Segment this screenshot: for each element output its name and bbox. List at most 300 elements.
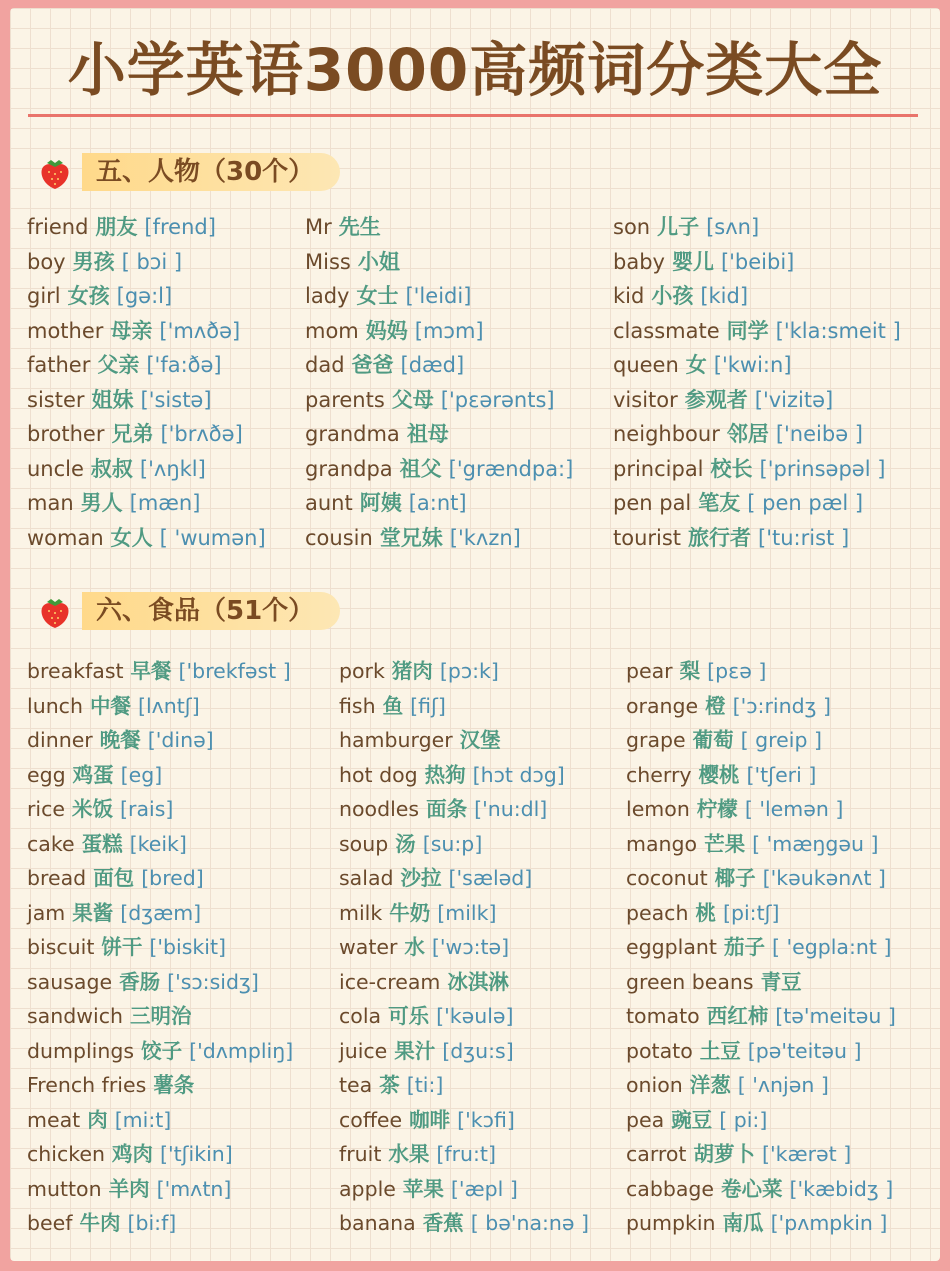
phonetic: [dʒæm] — [120, 900, 202, 925]
chinese-meaning: 面条 — [426, 797, 468, 821]
phonetic: [ pi:] — [719, 1107, 768, 1132]
english-word: hamburger — [339, 728, 453, 752]
phonetic: [su:p] — [422, 831, 483, 856]
word-entry — [339, 1137, 589, 1172]
chinese-meaning: 苹果 — [402, 1176, 444, 1201]
phonetic: ['kʌzn] — [449, 525, 521, 550]
word-entry — [305, 521, 573, 556]
word-entry — [626, 965, 896, 1000]
word-entry — [305, 417, 573, 452]
phonetic: [ 'mæŋgəu ] — [752, 831, 879, 856]
english-word: noodles — [339, 797, 420, 821]
word-entry — [626, 689, 896, 724]
phonetic: ['beibi] — [720, 249, 795, 274]
english-word: sausage — [27, 969, 113, 994]
word-entry — [27, 383, 266, 418]
phonetic: ['dinə] — [147, 728, 214, 752]
chinese-meaning: 沙拉 — [400, 866, 442, 890]
phonetic: [ti:] — [406, 1073, 444, 1097]
chinese-meaning: 水 — [404, 935, 425, 959]
english-word: parents — [305, 387, 385, 412]
word-entry — [339, 758, 589, 793]
phonetic: ['grændpa:] — [448, 456, 574, 481]
phonetic: [ 'ʌnjən ] — [737, 1073, 829, 1097]
word-entry — [27, 279, 266, 314]
chinese-meaning: 邻居 — [726, 421, 769, 446]
chinese-meaning: 冰淇淋 — [447, 969, 509, 994]
word-entry — [27, 1034, 293, 1069]
phonetic: [gə:l] — [116, 284, 173, 308]
chinese-meaning: 桃 — [695, 900, 716, 925]
section-title: 五、人物（30个） — [82, 153, 340, 191]
chinese-meaning: 面包 — [93, 866, 135, 890]
english-word: man — [27, 491, 74, 515]
phonetic: [hɔt dɔg] — [472, 762, 565, 787]
chinese-meaning: 妈妈 — [365, 317, 408, 343]
phonetic: [keik] — [129, 831, 187, 856]
chinese-meaning: 父母 — [391, 386, 434, 412]
phonetic: [milk] — [437, 900, 497, 925]
word-entry — [27, 965, 293, 1000]
phonetic: ['brʌðə] — [160, 422, 243, 446]
english-word: cherry — [626, 762, 692, 787]
word-entry — [613, 383, 901, 418]
english-word: mutton — [27, 1176, 102, 1201]
chinese-meaning: 果酱 — [72, 900, 114, 925]
word-entry — [339, 861, 589, 896]
english-word: egg — [27, 762, 66, 787]
word-entry — [27, 452, 266, 487]
chinese-meaning: 鸡肉 — [111, 1142, 153, 1166]
phonetic: ['neibə ] — [775, 422, 863, 446]
phonetic: [pɔ:k] — [439, 659, 499, 683]
word-entry — [27, 245, 266, 280]
english-word: grape — [626, 728, 686, 752]
phonetic: [ 'lemən ] — [744, 797, 844, 821]
english-word: brother — [27, 422, 105, 446]
english-word: green beans — [626, 969, 754, 994]
chinese-meaning: 米饭 — [72, 797, 114, 821]
word-entry — [339, 1068, 589, 1103]
word-entry — [27, 521, 266, 556]
chinese-meaning: 汉堡 — [459, 728, 501, 752]
word-entry — [626, 654, 896, 689]
word-column — [339, 654, 589, 1241]
chinese-meaning: 茶 — [379, 1073, 400, 1097]
chinese-meaning: 茄子 — [723, 935, 765, 959]
english-word: eggplant — [626, 935, 717, 959]
phonetic: [ 'wumən] — [159, 525, 266, 550]
english-word: Miss — [305, 249, 351, 274]
chinese-meaning: 姐妹 — [91, 386, 134, 412]
english-word: peach — [626, 900, 689, 925]
phonetic: ['pεərənts] — [440, 387, 555, 412]
chinese-meaning: 鱼 — [382, 693, 404, 718]
chinese-meaning: 先生 — [338, 214, 381, 239]
phonetic: [dʒu:s] — [442, 1038, 514, 1063]
word-entry — [27, 758, 293, 793]
word-entry — [613, 521, 901, 556]
english-word: fruit — [339, 1142, 382, 1166]
phonetic: ['tʃikin] — [159, 1142, 233, 1166]
strawberry-icon — [38, 155, 72, 191]
section-title: 六、食品（51个） — [82, 592, 340, 630]
english-word: cabbage — [626, 1176, 715, 1201]
chinese-meaning: 汤 — [395, 831, 416, 856]
english-word: apple — [339, 1176, 396, 1201]
chinese-meaning: 兄弟 — [111, 421, 154, 446]
chinese-meaning: 旅行者 — [688, 524, 752, 550]
word-entry — [626, 1137, 896, 1172]
english-word: dad — [305, 353, 345, 377]
chinese-meaning: 豌豆 — [671, 1107, 713, 1132]
word-sheet — [10, 8, 940, 1261]
english-word: mango — [626, 831, 698, 856]
english-word: dinner — [27, 728, 93, 752]
phonetic: ['kɔfi] — [457, 1107, 515, 1132]
english-word: cousin — [305, 525, 373, 550]
chinese-meaning: 香肠 — [119, 969, 161, 994]
english-word: tea — [339, 1073, 373, 1097]
word-entry — [339, 792, 589, 827]
chinese-meaning: 椰子 — [714, 866, 756, 890]
word-column — [626, 654, 896, 1241]
chinese-meaning: 葡萄 — [692, 728, 734, 752]
word-entry — [613, 417, 901, 452]
phonetic: ['kəulə] — [436, 1004, 514, 1028]
english-word: principal — [613, 456, 704, 481]
chinese-meaning: 母亲 — [110, 317, 153, 343]
word-entry — [613, 348, 901, 383]
word-entry — [339, 965, 589, 1000]
phonetic: [bred] — [141, 866, 204, 890]
word-entry — [626, 1172, 896, 1207]
english-word: water — [339, 935, 398, 959]
phonetic: ['leidi] — [405, 284, 472, 308]
english-word: kid — [613, 284, 645, 308]
english-word: soup — [339, 831, 389, 856]
english-word: lunch — [27, 693, 83, 718]
phonetic: ['brekfəst ] — [178, 659, 291, 683]
english-word: ice-cream — [339, 969, 441, 994]
word-entry — [27, 1103, 293, 1138]
chinese-meaning: 牛奶 — [389, 900, 431, 925]
chinese-meaning: 羊肉 — [108, 1176, 150, 1201]
chinese-meaning: 青豆 — [760, 969, 802, 994]
phonetic: [tə'meitəu ] — [775, 1004, 896, 1028]
chinese-meaning: 中餐 — [89, 693, 131, 718]
chinese-meaning: 女士 — [356, 283, 399, 308]
chinese-meaning: 肉 — [87, 1107, 108, 1132]
chinese-meaning: 祖母 — [406, 421, 449, 446]
word-entry — [27, 348, 266, 383]
word-entry — [339, 930, 589, 965]
word-entry — [626, 792, 896, 827]
word-column — [613, 210, 901, 555]
english-word: beef — [27, 1211, 73, 1235]
word-entry — [626, 723, 896, 758]
word-entry — [305, 314, 573, 349]
page-title: 小学英语3000高频词分类大全 — [67, 36, 883, 104]
word-entry — [305, 383, 573, 418]
phonetic: ['vizitə] — [754, 387, 834, 412]
word-entry — [27, 689, 293, 724]
word-entry — [626, 1034, 896, 1069]
english-word: Mr — [305, 215, 332, 239]
word-entry — [339, 827, 589, 862]
english-word: dumplings — [27, 1038, 135, 1063]
phonetic: ['pʌmpkin ] — [770, 1211, 888, 1235]
phonetic: [ bɔi ] — [121, 249, 183, 274]
english-word: son — [613, 215, 651, 239]
chinese-meaning: 阿姨 — [359, 490, 402, 515]
english-word: juice — [339, 1038, 388, 1063]
word-entry — [27, 417, 266, 452]
english-word: woman — [27, 525, 104, 550]
phonetic: ['mʌtn] — [156, 1176, 232, 1201]
word-entry — [27, 1206, 293, 1241]
english-word: cola — [339, 1004, 382, 1028]
chinese-meaning: 咖啡 — [409, 1107, 451, 1132]
word-entry — [305, 210, 573, 245]
phonetic: ['æpl ] — [450, 1176, 518, 1201]
chinese-meaning: 晚餐 — [99, 728, 141, 752]
word-entry — [305, 452, 573, 487]
chinese-meaning: 胡萝卜 — [693, 1142, 755, 1166]
chinese-meaning: 祖父 — [399, 455, 442, 481]
phonetic: [bi:f] — [127, 1211, 177, 1235]
word-entry — [27, 861, 293, 896]
english-word: coffee — [339, 1107, 403, 1132]
chinese-meaning: 女人 — [110, 524, 153, 550]
english-word: classmate — [613, 318, 720, 343]
phonetic: ['nu:dl] — [474, 797, 548, 821]
chinese-meaning: 女孩 — [67, 283, 110, 308]
chinese-meaning: 男孩 — [72, 248, 115, 274]
phonetic: [dæd] — [400, 353, 465, 377]
english-word: meat — [27, 1107, 81, 1132]
word-entry — [626, 758, 896, 793]
word-entry — [626, 861, 896, 896]
chinese-meaning: 爸爸 — [351, 352, 394, 377]
english-word: father — [27, 353, 91, 377]
english-word: sandwich — [27, 1004, 123, 1028]
word-entry — [305, 348, 573, 383]
chinese-meaning: 笔友 — [698, 490, 741, 515]
phonetic: ['kærət ] — [761, 1142, 852, 1166]
english-word: bread — [27, 866, 87, 890]
chinese-meaning: 女 — [685, 352, 707, 377]
phonetic: ['dʌmpliŋ] — [189, 1038, 294, 1063]
english-word: neighbour — [613, 422, 720, 446]
strawberry-icon — [38, 594, 72, 630]
chinese-meaning: 饺子 — [141, 1038, 183, 1063]
phonetic: ['fa:ðə] — [146, 353, 222, 377]
chinese-meaning: 洋葱 — [689, 1073, 731, 1097]
english-word: pork — [339, 659, 385, 683]
phonetic: [mɔm] — [414, 318, 484, 343]
chinese-meaning: 土豆 — [699, 1038, 741, 1063]
word-entry — [27, 930, 293, 965]
chinese-meaning: 校长 — [710, 455, 753, 481]
chinese-meaning: 小孩 — [651, 283, 694, 308]
phonetic: ['kla:smeit ] — [775, 318, 901, 343]
chinese-meaning: 鸡蛋 — [72, 762, 114, 787]
chinese-meaning: 朋友 — [95, 214, 138, 239]
phonetic: [ 'egpla:nt ] — [771, 935, 892, 959]
english-word: cake — [27, 831, 75, 856]
phonetic: [ pen pæl ] — [747, 491, 864, 515]
english-word: French fries — [27, 1073, 147, 1097]
chinese-meaning: 堂兄妹 — [379, 524, 443, 550]
word-entry — [339, 1034, 589, 1069]
phonetic: [a:nt] — [408, 491, 467, 515]
word-entry — [339, 1206, 589, 1241]
phonetic: [pi:tʃ] — [722, 900, 780, 925]
word-entry — [27, 723, 293, 758]
word-entry — [613, 245, 901, 280]
phonetic: ['ʌŋkl] — [139, 456, 206, 481]
phonetic: ['biskit] — [149, 935, 227, 959]
phonetic: ['mʌðə] — [159, 318, 241, 343]
phonetic: [kid] — [700, 284, 749, 308]
word-entry — [339, 999, 589, 1034]
phonetic: ['tʃeri ] — [746, 762, 817, 787]
word-entry — [27, 827, 293, 862]
english-word: baby — [613, 249, 665, 274]
word-entry — [27, 1172, 293, 1207]
phonetic: [sʌn] — [706, 215, 760, 239]
word-entry — [613, 486, 901, 521]
word-entry — [626, 896, 896, 931]
english-word: fish — [339, 693, 376, 718]
word-entry — [339, 654, 589, 689]
english-word: banana — [339, 1211, 416, 1235]
word-entry — [339, 896, 589, 931]
chinese-meaning: 热狗 — [424, 762, 466, 787]
english-word: girl — [27, 284, 61, 308]
word-entry — [27, 896, 293, 931]
word-column — [27, 210, 266, 555]
word-entry — [305, 486, 573, 521]
phonetic: [rais] — [120, 797, 174, 821]
english-word: tourist — [613, 525, 682, 550]
chinese-meaning: 父亲 — [97, 352, 140, 377]
chinese-meaning: 婴儿 — [671, 248, 714, 274]
chinese-meaning: 早餐 — [130, 659, 172, 683]
phonetic: ['kwi:n] — [713, 353, 792, 377]
phonetic: ['sistə] — [140, 387, 212, 412]
word-column — [305, 210, 573, 555]
word-entry — [339, 1172, 589, 1207]
word-entry — [27, 1068, 293, 1103]
chinese-meaning: 叔叔 — [90, 455, 133, 481]
english-word: aunt — [305, 491, 353, 515]
chinese-meaning: 西红柿 — [706, 1004, 769, 1028]
english-word: breakfast — [27, 659, 124, 683]
phonetic: [ bə'na:nə ] — [470, 1211, 590, 1235]
english-word: chicken — [27, 1142, 105, 1166]
phonetic: ['kəukənʌt ] — [762, 866, 886, 890]
chinese-meaning: 柠檬 — [696, 797, 738, 821]
word-entry — [27, 999, 293, 1034]
word-entry — [27, 486, 266, 521]
english-word: queen — [613, 353, 679, 377]
chinese-meaning: 橙 — [705, 693, 726, 718]
chinese-meaning: 可乐 — [388, 1004, 430, 1028]
english-word: hot dog — [339, 762, 418, 787]
english-word: tomato — [626, 1004, 700, 1028]
chinese-meaning: 南瓜 — [722, 1211, 764, 1235]
english-word: grandma — [305, 422, 400, 446]
word-entry — [613, 314, 901, 349]
word-column — [27, 654, 293, 1241]
word-entry — [305, 245, 573, 280]
chinese-meaning: 牛肉 — [79, 1211, 121, 1235]
chinese-meaning: 薯条 — [153, 1073, 195, 1097]
chinese-meaning: 芒果 — [704, 831, 746, 856]
word-entry — [626, 999, 896, 1034]
word-entry — [27, 314, 266, 349]
english-word: salad — [339, 866, 394, 890]
chinese-meaning: 猪肉 — [391, 659, 433, 683]
english-word: visitor — [613, 387, 678, 412]
word-entry — [27, 1137, 293, 1172]
phonetic: [pεə ] — [707, 659, 767, 683]
english-word: orange — [626, 693, 699, 718]
chinese-meaning: 樱桃 — [698, 762, 740, 787]
chinese-meaning: 果汁 — [394, 1038, 436, 1063]
english-word: lemon — [626, 797, 690, 821]
word-entry — [27, 210, 266, 245]
chinese-meaning: 卷心菜 — [721, 1176, 783, 1201]
phonetic: ['sɔ:sidʒ] — [167, 969, 259, 994]
chinese-meaning: 水果 — [388, 1142, 430, 1166]
chinese-meaning: 香蕉 — [422, 1211, 464, 1235]
phonetic: [fru:t] — [436, 1142, 496, 1166]
english-word: jam — [27, 900, 66, 925]
chinese-meaning: 同学 — [726, 317, 769, 343]
phonetic: ['tu:rist ] — [758, 525, 850, 550]
word-entry — [626, 1103, 896, 1138]
word-entry — [613, 452, 901, 487]
chinese-meaning: 参观者 — [684, 386, 748, 412]
phonetic: [pə'teitəu ] — [747, 1038, 862, 1063]
chinese-meaning: 小姐 — [357, 248, 400, 274]
word-entry — [27, 792, 293, 827]
word-entry — [613, 279, 901, 314]
phonetic: ['kæbidʒ ] — [789, 1176, 894, 1201]
english-word: grandpa — [305, 456, 393, 481]
title-divider — [28, 114, 918, 117]
english-word: rice — [27, 797, 66, 821]
english-word: lady — [305, 284, 350, 308]
english-word: potato — [626, 1038, 693, 1063]
phonetic: [ greip ] — [740, 728, 822, 752]
chinese-meaning: 梨 — [679, 659, 701, 683]
english-word: milk — [339, 900, 383, 925]
chinese-meaning: 蛋糕 — [81, 831, 123, 856]
word-entry — [626, 1068, 896, 1103]
english-word: uncle — [27, 456, 84, 481]
english-word: pea — [626, 1107, 665, 1132]
word-entry — [626, 930, 896, 965]
phonetic: [mæn] — [129, 491, 201, 515]
phonetic: [lʌntʃ] — [137, 693, 200, 718]
chinese-meaning: 三明治 — [129, 1004, 192, 1028]
word-entry — [305, 279, 573, 314]
word-entry — [27, 654, 293, 689]
